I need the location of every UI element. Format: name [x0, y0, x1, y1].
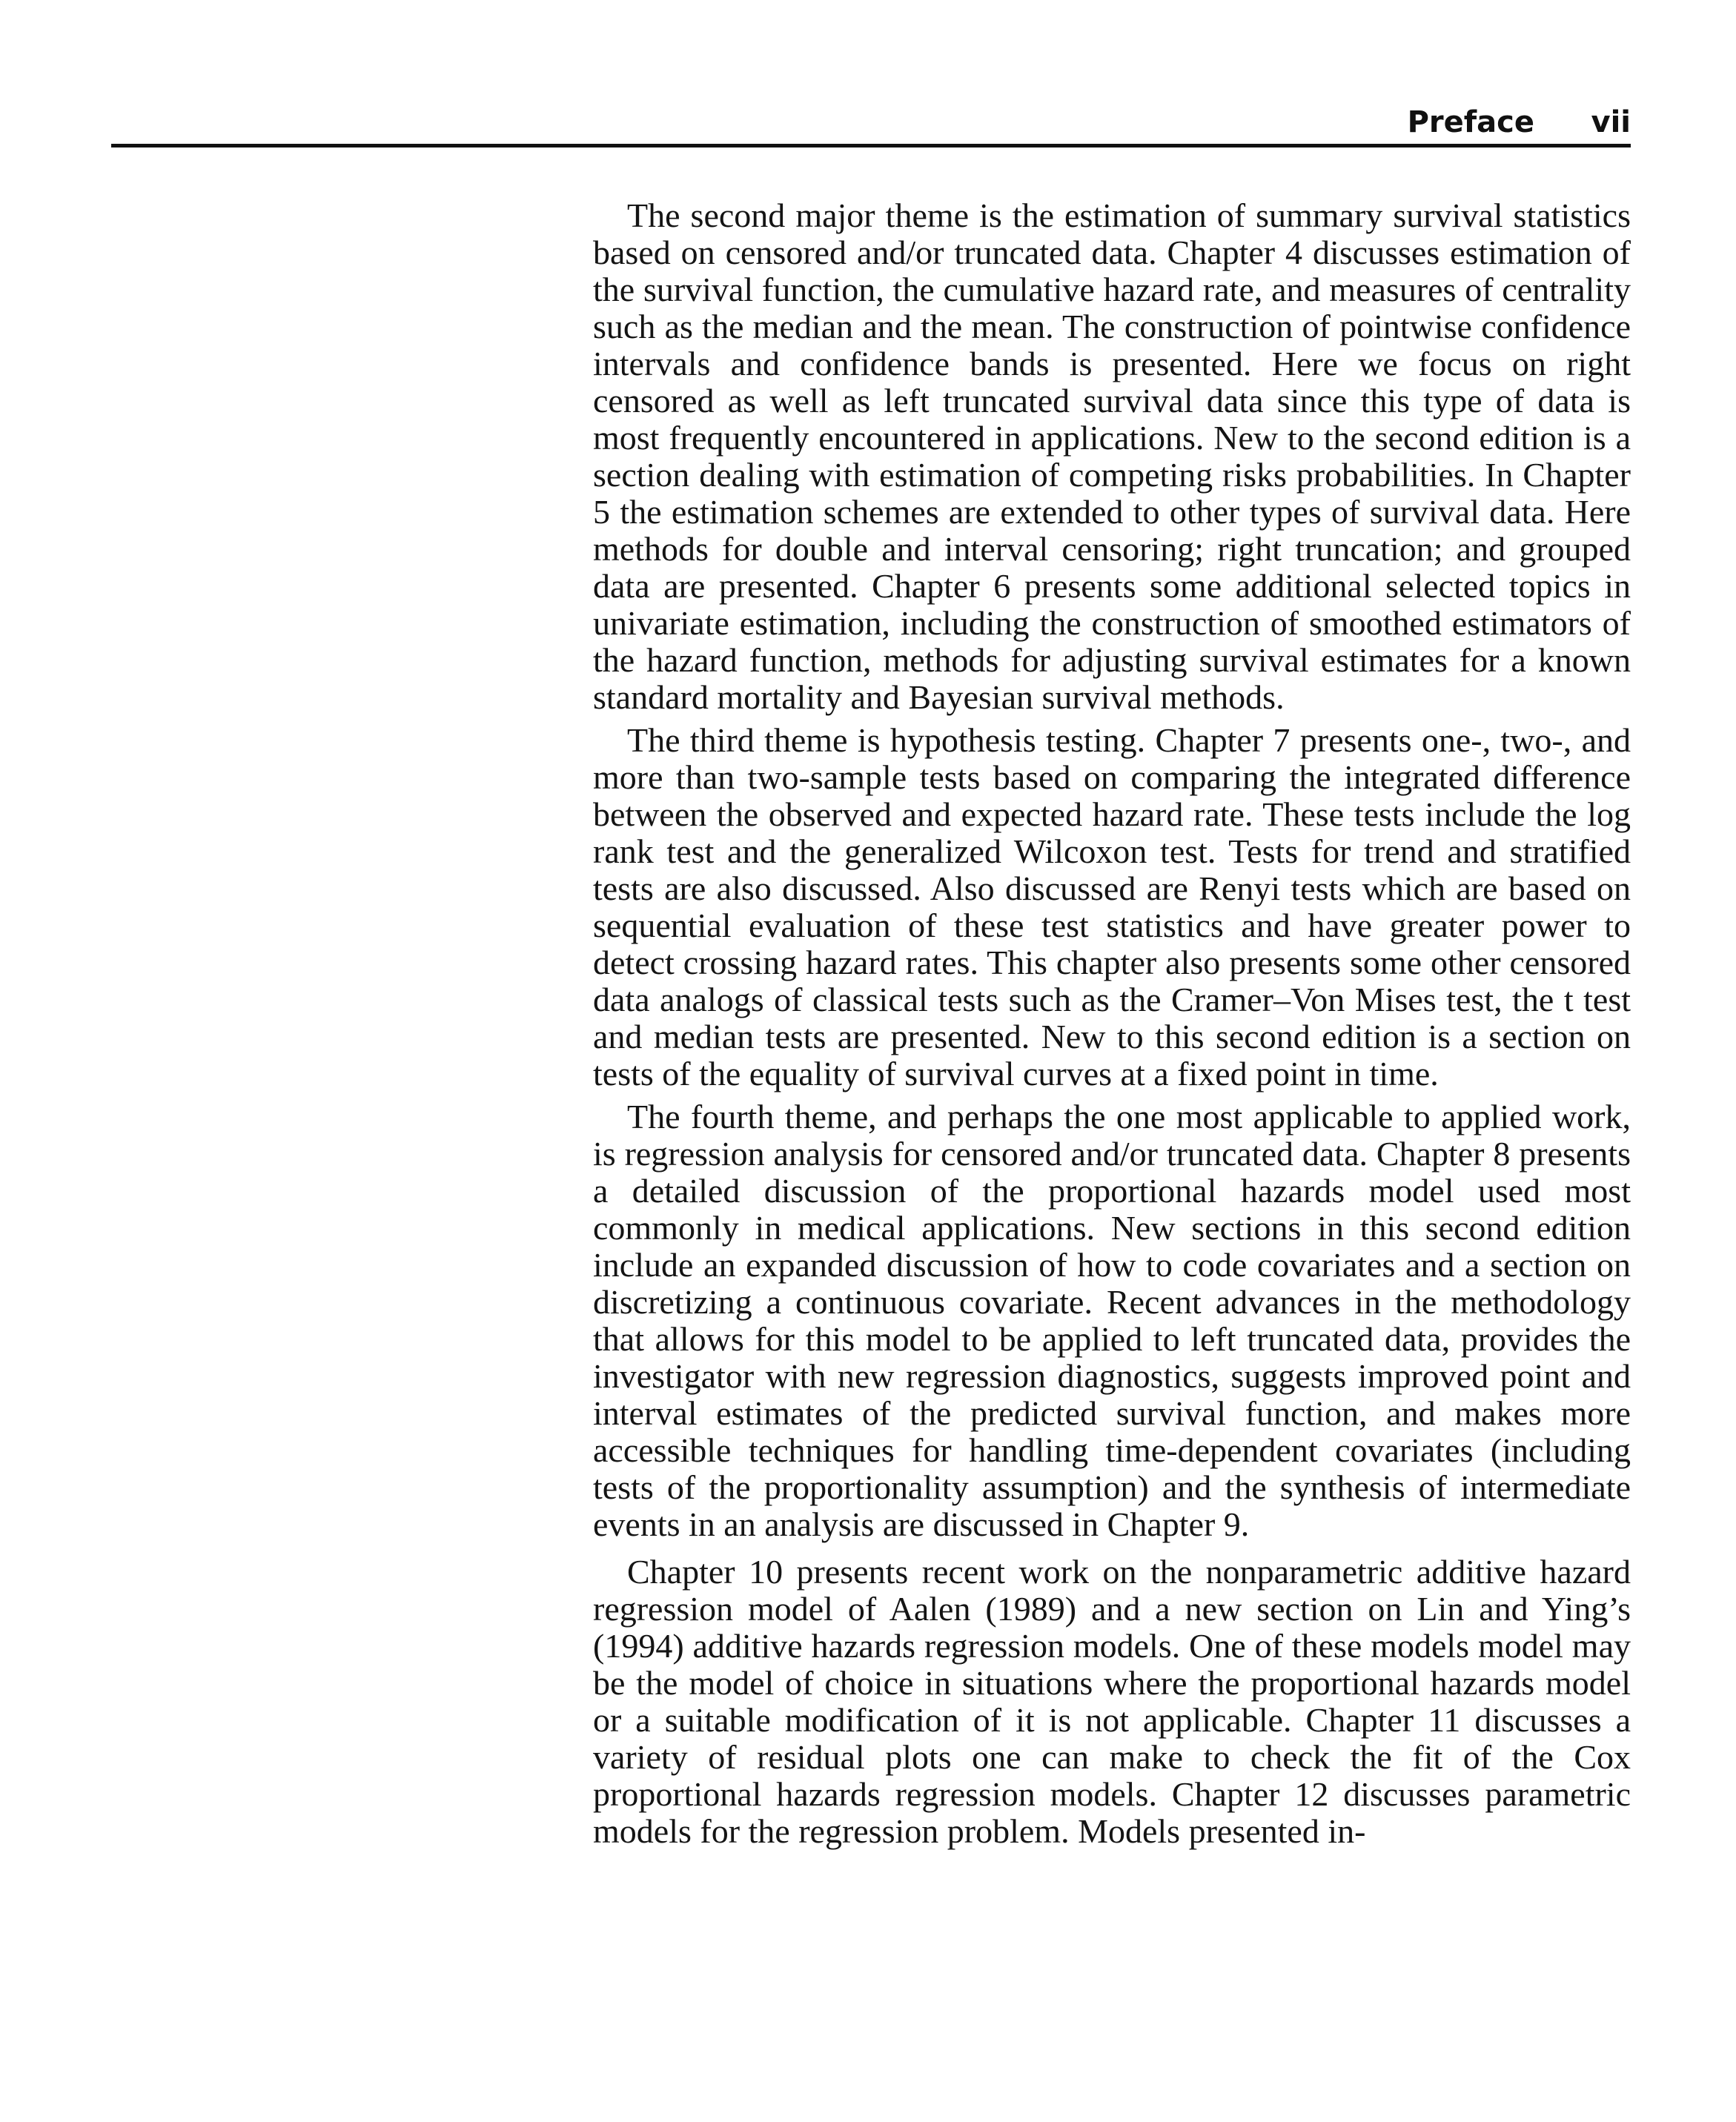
page-number: vii: [1591, 105, 1631, 139]
section-title: Preface: [1407, 105, 1534, 139]
body-text: [593, 197, 1631, 1850]
header-rule: [111, 144, 1631, 147]
paragraph-additive-models: Chapter 10 presents recent work on the nonparametric additive hazard regression model of Aalen (1989) and a new section on Lin and Ying’s (1994) additive hazards regression models. One of these models model may be the model of choice in situations where the proportional hazards model or a suitable modification of it is not applicable. Chapter 11 discusses a variety of residual plots one can make to check the fit of the Cox proportional hazards regression models. Chapter 12 discusses parametric models for the regression problem. Models presented in-: [593, 1553, 1631, 1850]
running-head: [111, 101, 1631, 145]
paragraph-hypothesis-testing: The third theme is hypothesis testing. Chapter 7 presents one-, two-, and more than two-sample tests based on comparing the integrated difference between the observed and expected hazard rate. These tests include the log rank test and the generalized Wilcoxon test. Tests for trend and stratified tests are also discussed. Also discussed are Renyi tests which are based on sequential evaluation of these test statistics and have greater power to detect crossing hazard rates. This chapter also presents some other censored data analogs of classical tests such as the Cramer–Von Mises test, the t test and median tests are presented. New to this second edition is a section on tests of the equality of survival curves at a fixed point in time.: [593, 721, 1631, 1093]
paragraph-regression: The fourth theme, and perhaps the one most applicable to applied work, is regression analysis for censored and/or truncated data. Chapter 8 presents a detailed discussion of the proportional hazards model used most commonly in medical applications. New sections in this second edition include an expanded discussion of how to code covariates and a section on discretizing a continuous covariate. Recent advances in the methodology that allows for this model to be applied to left truncated data, provides the investigator with new regression diagnostics, suggests improved point and interval estimates of the predicted survival function, and makes more accessible techniques for handling time-dependent covariates (including tests of the proportionality assumption) and the synthesis of intermediate events in an analysis are discussed in Chapter 9.: [593, 1098, 1631, 1543]
paragraph-estimation: The second major theme is the estimation of summary survival statistics based on censored and/or truncated data. Chapter 4 discusses estimation of the survival function, the cumulative hazard rate, and measures of centrality such as the median and the mean. The construction of pointwise confidence intervals and confidence bands is presented. Here we focus on right censored as well as left truncated survival data since this type of data is most frequently encountered in applications. New to the second edition is a section dealing with estimation of competing risks probabilities. In Chapter 5 the estimation schemes are extended to other types of survival data. Here methods for double and interval censoring; right truncation; and grouped data are presented. Chapter 6 presents some additional selected topics in univariate estimation, including the construction of smoothed estimators of the hazard function, methods for adjusting survival estimates for a known standard mortality and Bayesian survival methods.: [593, 196, 1631, 716]
